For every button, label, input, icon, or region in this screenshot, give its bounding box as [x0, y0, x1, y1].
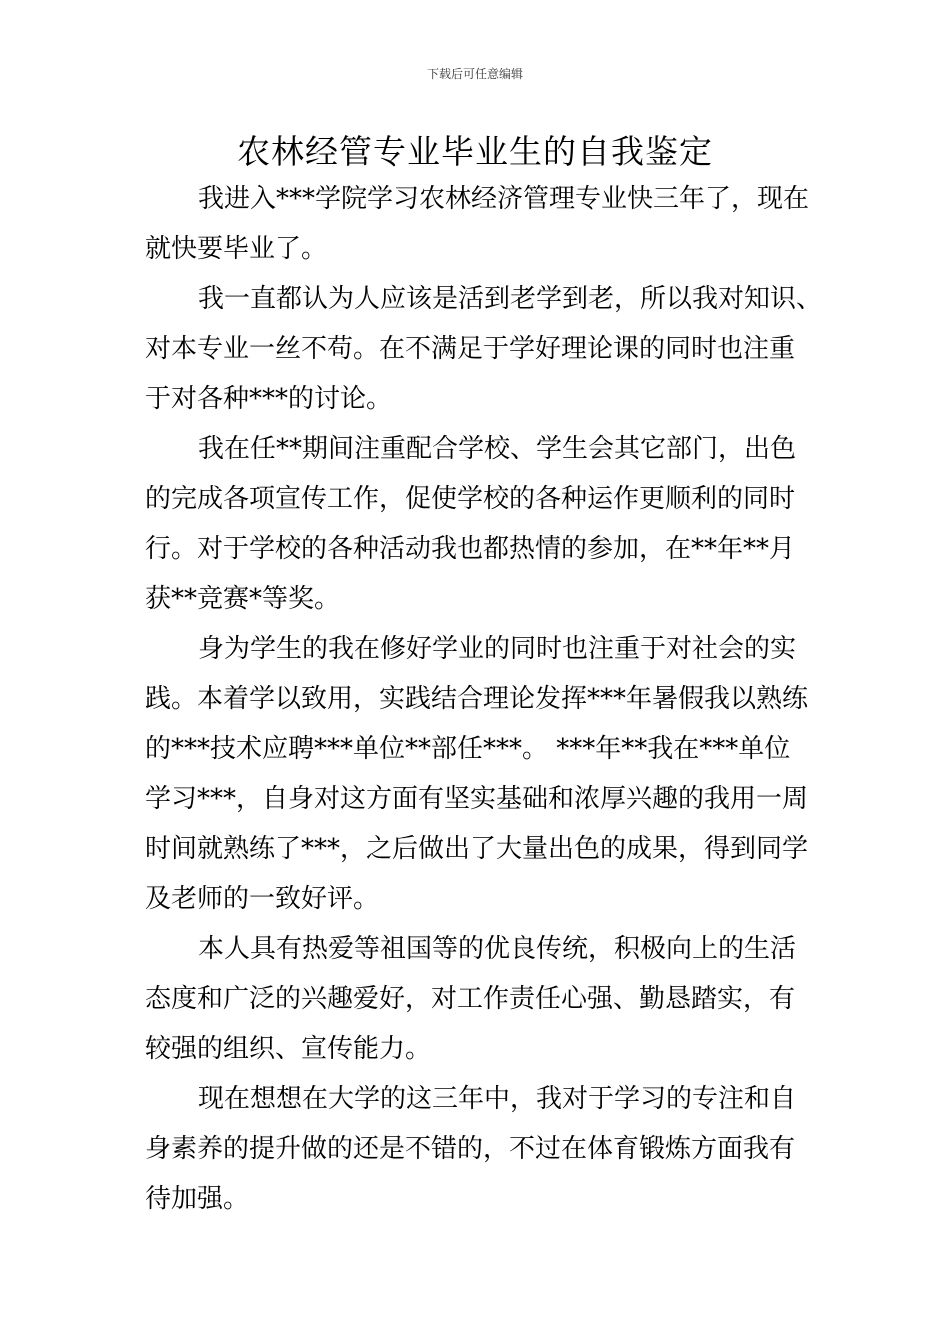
paragraph-line: 对本专业一丝不苟。在不满足于学好理论课的同时也注重: [145, 334, 796, 364]
editable-note-header: 下载后可任意编辑: [426, 67, 523, 81]
paragraph-line: 态度和广泛的兴趣爱好，对工作责任心强、勤恳踏实，有: [145, 984, 796, 1014]
paragraph-line: 较强的组织、宣传能力。: [145, 1034, 432, 1064]
paragraph-line: 及老师的一致好评。: [145, 884, 380, 914]
paragraph-line: 获**竞赛*等奖。: [145, 584, 341, 614]
paragraph-line: 践。本着学以致用，实践结合理论发挥***年暑假我以熟练: [145, 684, 809, 714]
paragraph-line: 时间就熟练了***，之后做出了大量出色的成果，得到同学: [145, 834, 809, 864]
paragraph-line: 行。对于学校的各种活动我也都热情的参加，在**年**月: [145, 534, 796, 564]
paragraph-line: 学习***，自身对这方面有坚实基础和浓厚兴趣的我用一周: [145, 784, 809, 814]
paragraph-line: 现在想想在大学的这三年中，我对于学习的专注和自: [198, 1084, 797, 1114]
paragraph-line: 我在任**期间注重配合学校、学生会其它部门，出色: [198, 434, 797, 464]
page-title: 农林经管专业毕业生的自我鉴定: [237, 132, 713, 171]
paragraph-line: 我一直都认为人应该是活到老学到老，所以我对知识、: [198, 284, 823, 314]
paragraph-line: 我进入***学院学习农林经济管理专业快三年了，现在: [198, 184, 810, 214]
paragraph-line: 身素养的提升做的还是不错的，不过在体育锻炼方面我有: [145, 1134, 796, 1164]
paragraph-line: 就快要毕业了。: [145, 234, 328, 264]
paragraph-line: 的完成各项宣传工作，促使学校的各种运作更顺利的同时: [145, 484, 796, 514]
paragraph-line: 的***技术应聘***单位**部任***。 ***年**我在***单位: [145, 734, 791, 764]
paragraph-line: 身为学生的我在修好学业的同时也注重于对社会的实: [198, 634, 797, 664]
paragraph-line: 本人具有热爱等祖国等的优良传统，积极向上的生活: [198, 934, 797, 964]
paragraph-line: 于对各种***的讨论。: [145, 384, 393, 414]
paragraph-line: 待加强。: [145, 1184, 250, 1214]
